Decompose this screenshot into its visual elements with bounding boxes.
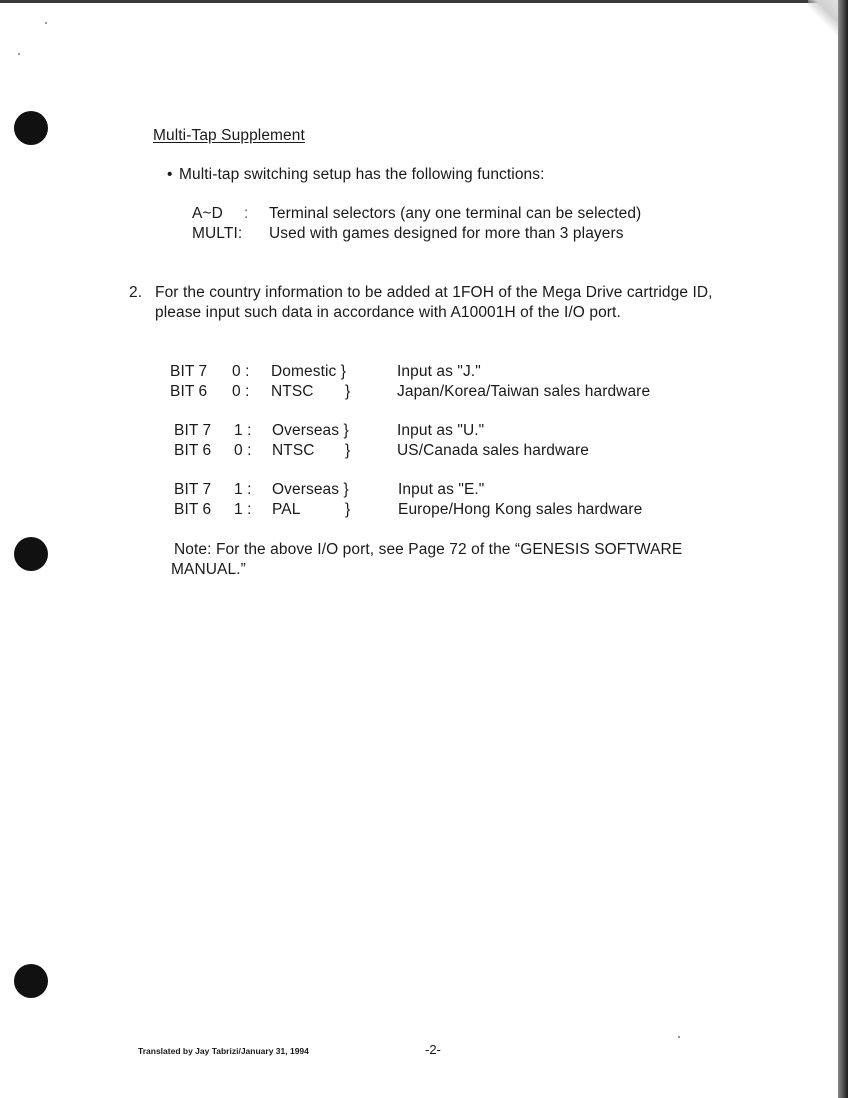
function-key-multi: MULTI: xyxy=(192,225,243,242)
region-label: Overseas } xyxy=(272,481,349,498)
item-text-line2: please input such data in accordance with A10001H of the I/O port. xyxy=(155,304,621,321)
note-line2: MANUAL.” xyxy=(171,561,246,578)
bit-value: 0 : xyxy=(232,383,250,400)
bit-value: 0 : xyxy=(232,363,250,380)
bit-label: BIT 6 xyxy=(170,383,208,400)
hardware-note: Japan/Korea/Taiwan sales hardware xyxy=(397,383,651,400)
scan-speck xyxy=(18,53,20,55)
bit-value: 1 : xyxy=(234,422,252,439)
region-label: Overseas } xyxy=(272,422,349,439)
function-desc-ad: Terminal selectors (any one terminal can be selected) xyxy=(269,205,642,222)
scan-speck xyxy=(678,1036,680,1038)
binder-hole-bottom xyxy=(14,964,48,998)
bit-label: BIT 7 xyxy=(174,481,212,498)
bit-label: BIT 7 xyxy=(170,363,208,380)
bit-value: 1 : xyxy=(234,501,252,518)
input-note: Input as "J." xyxy=(397,363,481,380)
page-number: -2- xyxy=(425,1042,441,1057)
bullet-marker: • xyxy=(167,166,173,183)
bit-label: BIT 6 xyxy=(174,501,212,518)
page-edge-top xyxy=(0,0,830,3)
item-text-line1: For the country information to be added at 1FOH of the Mega Drive cartridge ID, xyxy=(155,284,713,301)
region-label: Domestic } xyxy=(271,363,347,380)
input-note: Input as "U." xyxy=(397,422,485,439)
note-line1: Note: For the above I/O port, see Page 72 of the “GENESIS SOFTWARE xyxy=(174,541,683,558)
brace: } xyxy=(345,501,351,518)
function-desc-multi: Used with games designed for more than 3 players xyxy=(269,225,624,242)
hardware-note: Europe/Hong Kong sales hardware xyxy=(398,501,643,518)
brace: } xyxy=(345,442,351,459)
signal-label: NTSC xyxy=(272,442,315,459)
function-key-ad: A~D xyxy=(192,205,223,222)
item-number: 2. xyxy=(129,284,143,301)
function-separator: : xyxy=(244,205,249,222)
bit-label: BIT 7 xyxy=(174,422,212,439)
bit-label: BIT 6 xyxy=(174,442,212,459)
page-edge-right xyxy=(838,0,848,1098)
binder-hole-top xyxy=(14,111,48,145)
section-heading: Multi-Tap Supplement xyxy=(153,127,305,144)
bit-value: 1 : xyxy=(234,481,252,498)
bit-value: 0 : xyxy=(234,442,252,459)
input-note: Input as "E." xyxy=(398,481,485,498)
scan-speck xyxy=(45,22,47,24)
binder-hole-middle xyxy=(14,537,48,571)
brace: } xyxy=(345,383,351,400)
signal-label: PAL xyxy=(272,501,301,518)
bullet-text: Multi-tap switching setup has the following functions: xyxy=(179,166,545,183)
signal-label: NTSC xyxy=(271,383,314,400)
hardware-note: US/Canada sales hardware xyxy=(397,442,589,459)
footer-credit: Translated by Jay Tabrizi/January 31, 1994 xyxy=(138,1046,309,1056)
